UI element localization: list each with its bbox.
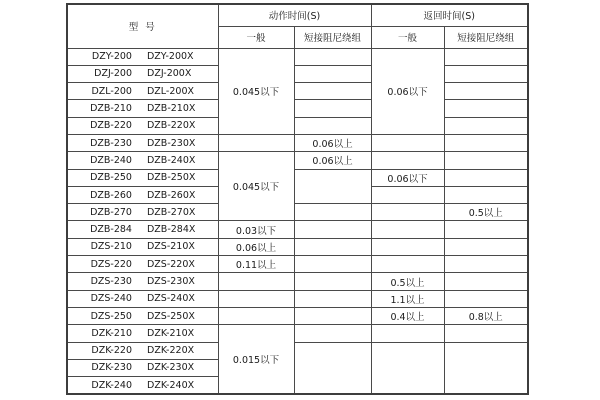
action-short-cell xyxy=(294,117,371,134)
model-name: DZB-260 xyxy=(90,189,132,201)
model-name-x: DZB-284X xyxy=(146,224,196,236)
return-short-cell xyxy=(444,221,528,238)
relay-spec-table-container xyxy=(66,3,529,395)
model-name-x: DZS-250X xyxy=(146,310,195,322)
model-cell xyxy=(67,117,218,134)
table-row xyxy=(67,117,528,134)
model-name-x: DZS-230X xyxy=(146,276,195,287)
return-general-cell xyxy=(371,134,444,151)
table-row xyxy=(67,65,528,82)
model-name: DZK-220 xyxy=(91,345,132,357)
model-name: DZJ-200 xyxy=(94,68,132,80)
subheader-return-short-damping: 短接阻尼绕组 xyxy=(444,26,528,48)
return-general-cell: 0.5以上 xyxy=(371,273,444,290)
return-short-cell: 0.8以上 xyxy=(444,307,528,324)
model-name: DZL-200 xyxy=(91,85,132,97)
model-name: DZS-250 xyxy=(90,310,132,322)
model-name-x: DZB-260X xyxy=(146,189,196,201)
table-row xyxy=(67,325,528,342)
model-cell xyxy=(67,152,218,169)
model-name-x: DZB-210X xyxy=(146,103,196,115)
action-general-cell: 0.06以上 xyxy=(218,238,294,255)
model-name: DZY-200 xyxy=(91,51,132,63)
column-header-model: 型 号 xyxy=(67,4,218,48)
column-header-action-time: 动作时间(S) xyxy=(218,4,371,26)
model-cell xyxy=(67,307,218,324)
action-short-cell xyxy=(294,307,371,324)
model-cell xyxy=(67,83,218,100)
action-short-cell xyxy=(294,65,371,82)
return-short-cell xyxy=(444,152,528,169)
action-short-cell xyxy=(294,290,371,307)
table-row xyxy=(67,238,528,255)
action-short-cell xyxy=(294,256,371,273)
model-cell xyxy=(67,221,218,238)
table-row xyxy=(67,273,528,290)
model-name-x: DZL-200X xyxy=(146,85,195,97)
return-short-cell xyxy=(444,117,528,134)
model-name: DZS-230 xyxy=(90,276,132,287)
action-general-cell xyxy=(218,134,294,151)
model-name-x: DZK-230X xyxy=(147,362,195,374)
model-cell xyxy=(67,342,218,359)
model-name: DZB-230 xyxy=(90,137,132,149)
return-short-cell xyxy=(444,65,528,82)
column-header-return-time: 返回时间(S) xyxy=(371,4,528,26)
return-short-cell xyxy=(444,342,528,394)
action-short-cell xyxy=(294,83,371,100)
return-short-cell xyxy=(444,186,528,203)
model-cell xyxy=(67,169,218,186)
table-row xyxy=(67,342,528,359)
return-general-cell: 0.06以下 xyxy=(371,48,444,134)
action-short-cell: 0.06以上 xyxy=(294,134,371,151)
return-short-cell xyxy=(444,238,528,255)
return-short-cell xyxy=(444,48,528,65)
model-name-x: DZB-240X xyxy=(146,154,196,166)
subheader-action-general: 一般 xyxy=(218,26,294,48)
return-short-cell: 0.5以上 xyxy=(444,204,528,221)
action-short-cell xyxy=(294,325,371,342)
model-cell xyxy=(67,65,218,82)
return-general-cell: 0.4以上 xyxy=(371,307,444,324)
model-cell xyxy=(67,186,218,203)
return-short-cell xyxy=(444,325,528,342)
action-general-cell: 0.045以下 xyxy=(218,152,294,221)
action-general-cell xyxy=(218,290,294,307)
return-short-cell xyxy=(444,273,528,290)
action-general-cell: 0.015以下 xyxy=(218,325,294,394)
action-short-cell: 0.06以上 xyxy=(294,152,371,169)
model-cell xyxy=(67,359,218,376)
subheader-return-general: 一般 xyxy=(371,26,444,48)
model-name-x: DZK-210X xyxy=(147,327,195,339)
table-row xyxy=(67,221,528,238)
model-name: DZB-284 xyxy=(90,224,132,236)
action-short-cell xyxy=(294,204,371,221)
subheader-action-short-damping: 短接阻尼绕组 xyxy=(294,26,371,48)
model-name: DZB-270 xyxy=(90,206,132,218)
table-row xyxy=(67,307,528,324)
model-name-x: DZS-210X xyxy=(146,241,195,253)
return-general-cell: 0.06以下 xyxy=(371,169,444,186)
return-short-cell xyxy=(444,83,528,100)
model-name: DZK-210 xyxy=(91,327,132,339)
action-short-cell xyxy=(294,48,371,65)
action-general-cell: 0.11以上 xyxy=(218,256,294,273)
action-short-cell xyxy=(294,221,371,238)
action-general-cell xyxy=(218,307,294,324)
table-row xyxy=(67,134,528,151)
model-name: DZK-230 xyxy=(91,362,132,374)
model-name-x: DZS-240X xyxy=(146,293,195,305)
return-short-cell xyxy=(444,256,528,273)
model-name-x: DZY-200X xyxy=(146,51,194,63)
model-name-x: DZB-220X xyxy=(146,120,196,132)
return-general-cell xyxy=(371,186,444,203)
model-name: DZS-240 xyxy=(90,293,132,305)
return-general-cell xyxy=(371,342,444,394)
model-name: DZK-240 xyxy=(91,379,132,391)
table-row xyxy=(67,152,528,169)
action-short-cell xyxy=(294,100,371,117)
relay-spec-table xyxy=(66,3,529,395)
table-row xyxy=(67,83,528,100)
model-name-x: DZS-220X xyxy=(146,258,195,270)
table-row xyxy=(67,256,528,273)
return-short-cell xyxy=(444,169,528,186)
return-short-cell xyxy=(444,290,528,307)
model-cell xyxy=(67,134,218,151)
return-general-cell xyxy=(371,238,444,255)
action-general-cell xyxy=(218,273,294,290)
model-cell xyxy=(67,204,218,221)
model-name: DZB-240 xyxy=(90,154,132,166)
model-name: DZS-220 xyxy=(90,258,132,270)
table-row xyxy=(67,48,528,65)
return-general-cell: 1.1以上 xyxy=(371,290,444,307)
model-name-x: DZB-270X xyxy=(146,206,196,218)
action-general-cell: 0.03以下 xyxy=(218,221,294,238)
model-name-x: DZJ-200X xyxy=(147,68,192,80)
model-name-x: DZK-220X xyxy=(147,345,195,357)
action-short-cell xyxy=(294,273,371,290)
action-short-cell xyxy=(294,238,371,255)
model-cell xyxy=(67,256,218,273)
return-general-cell xyxy=(371,325,444,342)
model-name-x: DZB-250X xyxy=(146,172,196,184)
model-name: DZB-210 xyxy=(90,103,132,115)
return-short-cell xyxy=(444,134,528,151)
return-general-cell xyxy=(371,256,444,273)
return-short-cell xyxy=(444,100,528,117)
action-general-cell: 0.045以下 xyxy=(218,48,294,134)
model-cell xyxy=(67,273,218,290)
model-name: DZB-250 xyxy=(90,172,132,184)
model-cell xyxy=(67,238,218,255)
model-name: DZS-210 xyxy=(90,241,132,253)
action-short-cell xyxy=(294,169,371,204)
model-cell xyxy=(67,325,218,342)
table-row xyxy=(67,204,528,221)
return-general-cell xyxy=(371,152,444,169)
table-row xyxy=(67,169,528,186)
return-general-cell xyxy=(371,204,444,221)
model-name-x: DZK-240X xyxy=(147,379,195,391)
return-general-cell xyxy=(371,221,444,238)
model-name-x: DZB-230X xyxy=(146,137,196,149)
model-cell xyxy=(67,48,218,65)
model-cell xyxy=(67,377,218,394)
table-row xyxy=(67,100,528,117)
model-name: DZB-220 xyxy=(90,120,132,132)
model-cell xyxy=(67,100,218,117)
action-short-cell xyxy=(294,342,371,394)
model-cell xyxy=(67,290,218,307)
table-row xyxy=(67,290,528,307)
